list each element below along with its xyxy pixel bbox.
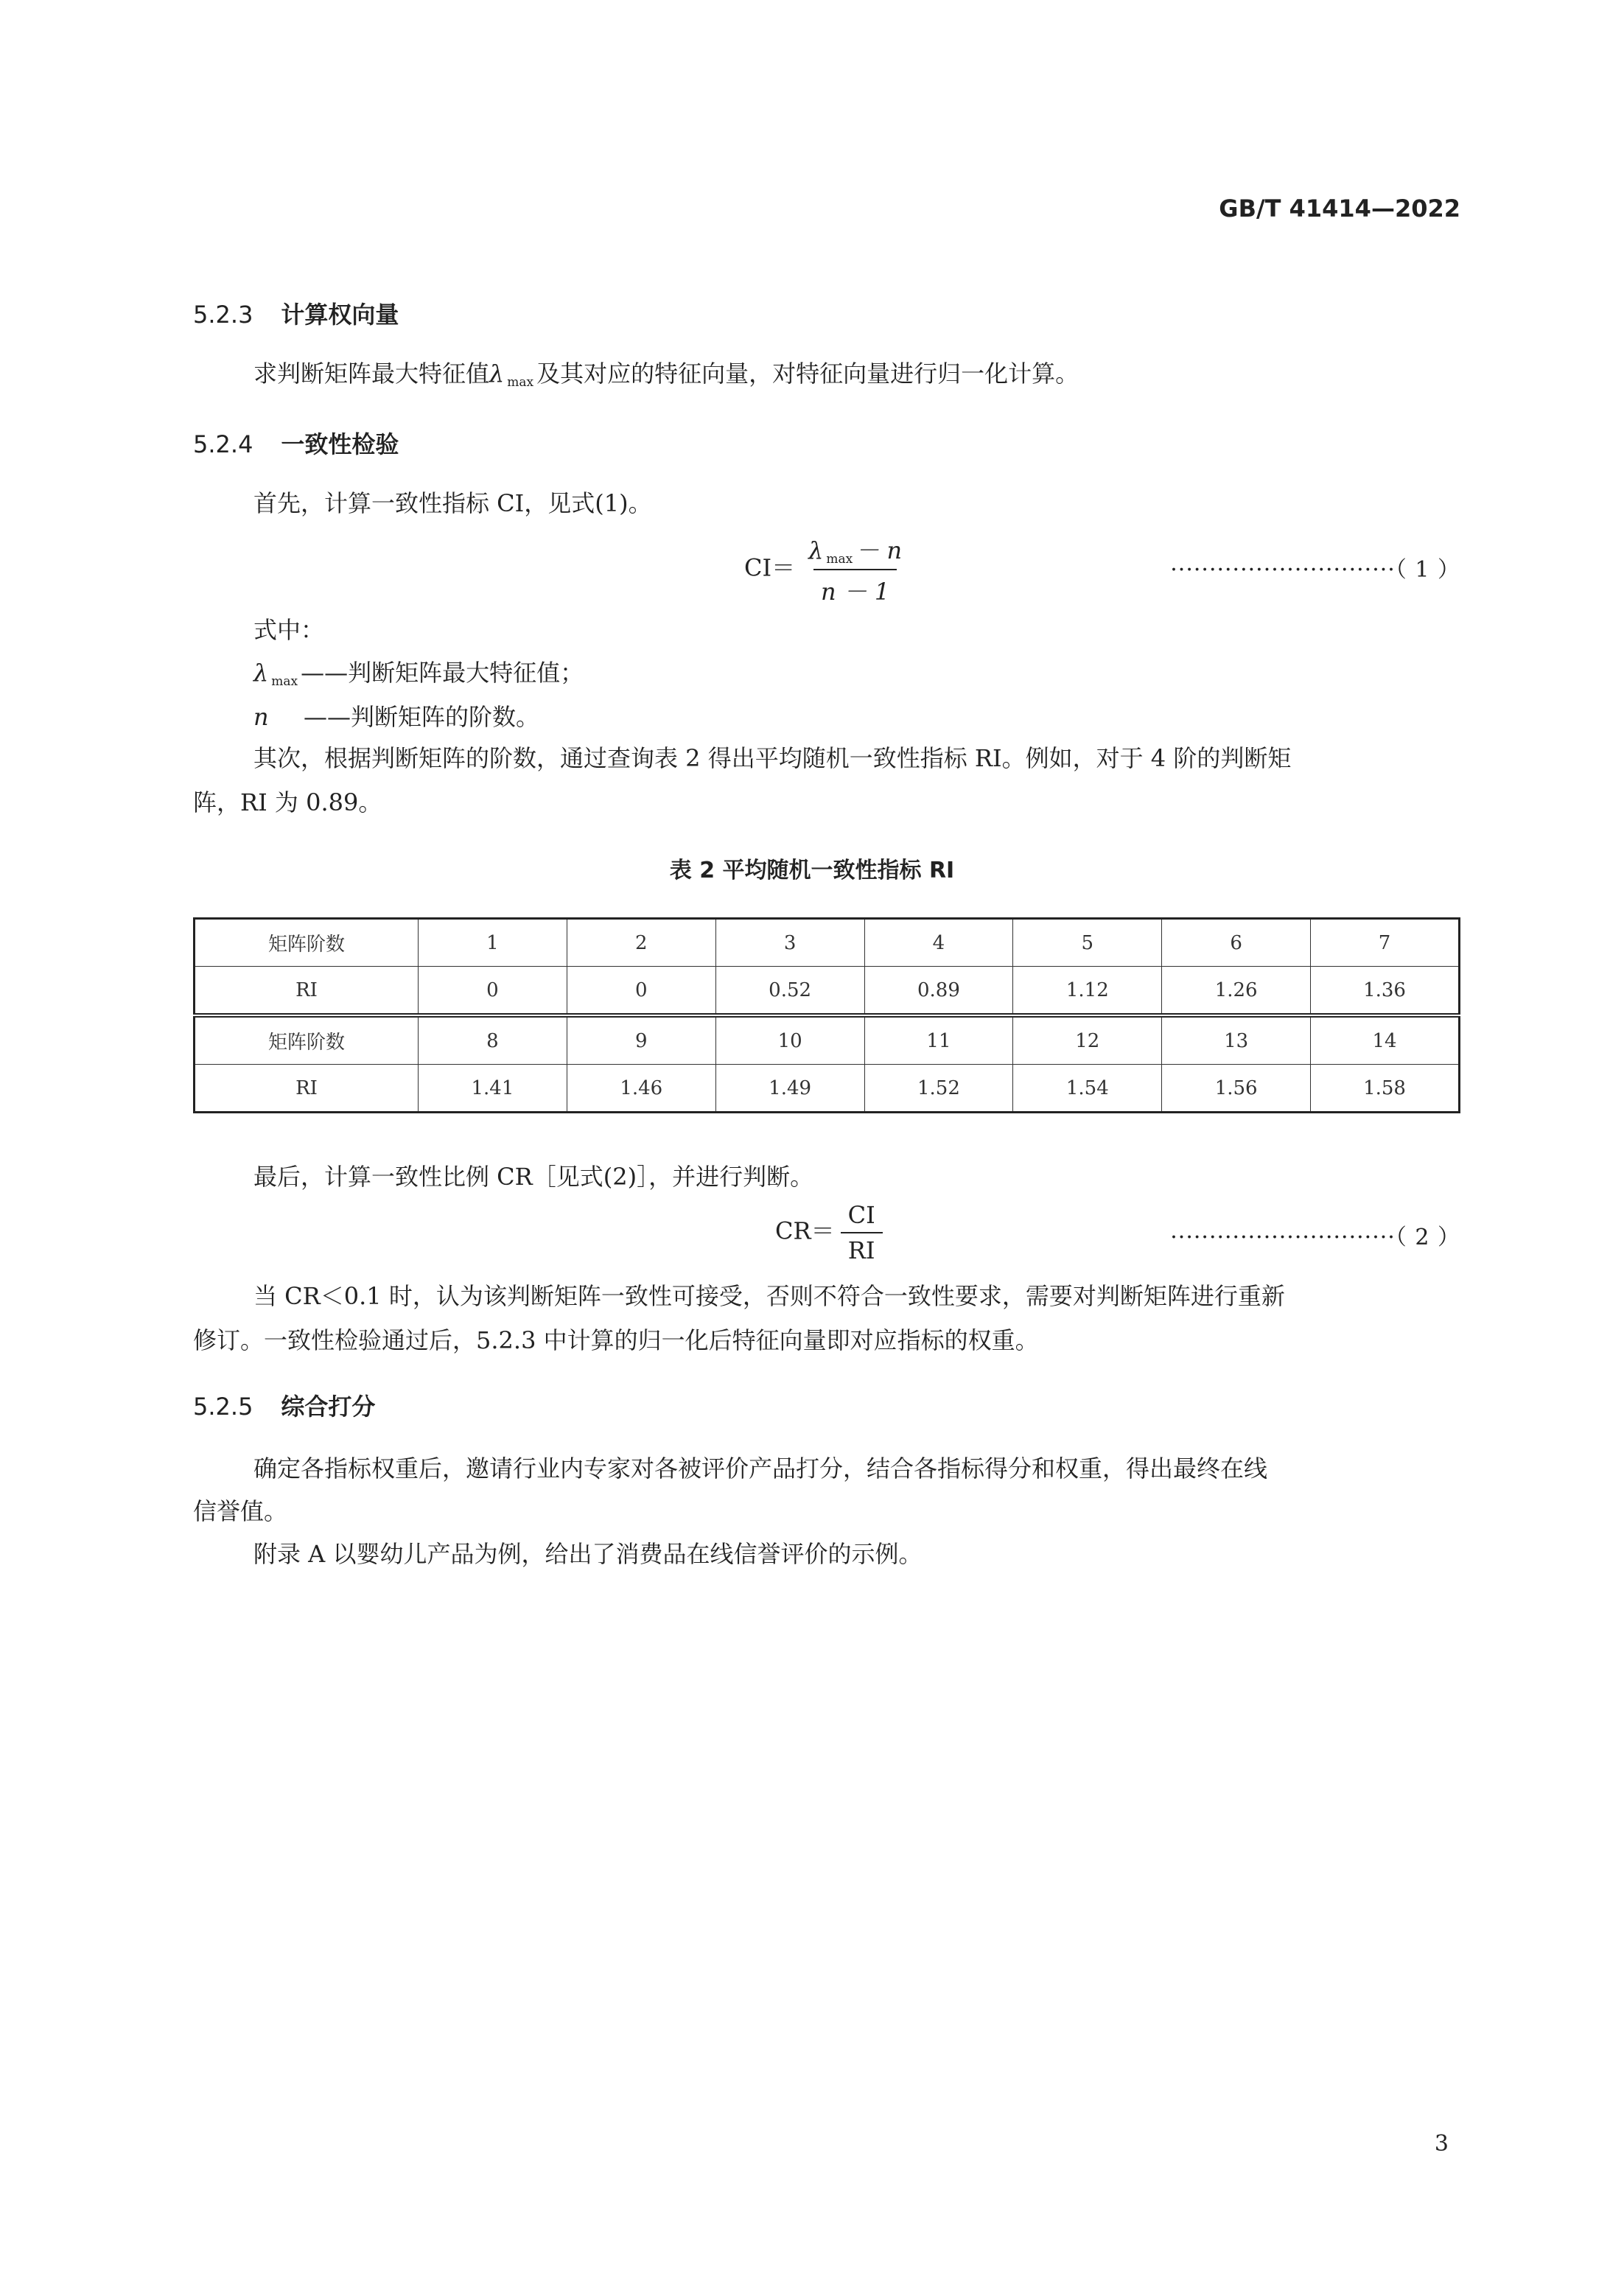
table-row bbox=[195, 967, 1460, 1016]
definition-n bbox=[253, 700, 539, 734]
paragraph-fourth-line2: 修订。一致性检验通过后，5.2.3 中计算的归一化后特征向量即对应指标的权重。 bbox=[193, 1326, 1039, 1354]
eq1-label: （ 1 ） bbox=[1395, 557, 1460, 583]
table-cell: 1.49 bbox=[715, 1065, 864, 1113]
lambda-symbol: λ bbox=[808, 536, 824, 564]
table-cell: 14 bbox=[1311, 1015, 1460, 1065]
table-cell: 0 bbox=[419, 967, 567, 1016]
paragraph-fourth-line1: 当 CR＜0.1 时，认为该判断矩阵一致性可接受，否则不符合一致性要求，需要对判断矩阵进行重新 bbox=[253, 1282, 1285, 1310]
eq2-denominator: RI bbox=[841, 1232, 883, 1264]
eq1-numerator bbox=[801, 532, 909, 569]
paragraph-5-2-3 bbox=[253, 357, 1079, 395]
subscript-max: max bbox=[826, 552, 853, 567]
row-header: RI bbox=[195, 967, 419, 1016]
table-cell: 1.12 bbox=[1013, 967, 1162, 1016]
text-run: 及其对应的特征向量，对特征向量进行归一化计算。 bbox=[536, 360, 1079, 388]
n-symbol: n bbox=[253, 703, 269, 731]
paragraph-third: 最后，计算一致性比例 CR［见式(2)］，并进行判断。 bbox=[253, 1163, 814, 1191]
table-cell: 0 bbox=[567, 967, 715, 1016]
eq1-fraction bbox=[801, 532, 909, 607]
eq1-numerator-tail: － n bbox=[855, 536, 903, 564]
table-cell: 1.41 bbox=[419, 1065, 567, 1113]
section-number: 5.2.5 bbox=[193, 1393, 253, 1421]
definition-lambda bbox=[253, 656, 584, 694]
table-cell: 5 bbox=[1013, 919, 1162, 967]
row-header: 矩阵阶数 bbox=[195, 919, 419, 967]
table-cell: 4 bbox=[864, 919, 1013, 967]
table-row bbox=[195, 919, 1460, 967]
text-run: 求判断矩阵最大特征值 bbox=[253, 360, 490, 388]
eq2-numerator: CI bbox=[847, 1201, 875, 1229]
where-label: 式中： bbox=[253, 616, 325, 644]
table-cell: 12 bbox=[1013, 1015, 1162, 1065]
subscript-max: max bbox=[271, 674, 298, 689]
document-id: GB/T 41414—2022 bbox=[1219, 195, 1460, 223]
definition-text: ——判断矩阵的阶数。 bbox=[304, 703, 540, 731]
section-heading-5-2-3 bbox=[193, 296, 399, 330]
lambda-symbol: λ bbox=[489, 360, 505, 388]
paragraph-first: 首先，计算一致性指标 CI，见式(1)。 bbox=[253, 489, 652, 517]
table-cell: 1.36 bbox=[1311, 967, 1460, 1016]
table-cell: 1.26 bbox=[1162, 967, 1311, 1016]
paragraph-5-2-5-line1: 确定各指标权重后，邀请行业内专家对各被评价产品打分，结合各指标得分和权重，得出最终在线 bbox=[253, 1454, 1268, 1482]
equation-2 bbox=[775, 1201, 883, 1264]
eq1-lhs: CI＝ bbox=[744, 553, 796, 582]
table-cell: 1.52 bbox=[864, 1065, 1013, 1113]
table-cell: 0.89 bbox=[864, 967, 1013, 1016]
section-title: 计算权向量 bbox=[281, 301, 399, 329]
table-cell: 7 bbox=[1311, 919, 1460, 967]
eq2-fraction bbox=[841, 1201, 883, 1264]
table-row bbox=[195, 1015, 1460, 1065]
section-title: 一致性检验 bbox=[281, 430, 399, 458]
paragraph-5-2-5-line2: 信誉值。 bbox=[193, 1497, 288, 1525]
section-heading-5-2-5 bbox=[193, 1388, 375, 1422]
table-cell: 9 bbox=[567, 1015, 715, 1065]
equation-1-number bbox=[1170, 551, 1460, 584]
paragraph-appendix-note: 附录 A 以婴幼儿产品为例，给出了消费品在线信誉评价的示例。 bbox=[253, 1540, 923, 1568]
section-heading-5-2-4 bbox=[193, 426, 399, 460]
definition-text: ——判断矩阵最大特征值； bbox=[301, 659, 584, 687]
table-cell: 3 bbox=[715, 919, 864, 967]
section-title: 综合打分 bbox=[281, 1393, 376, 1421]
table-caption: 表 2 平均随机一致性指标 RI bbox=[669, 858, 955, 883]
table-cell: 1 bbox=[419, 919, 567, 967]
ri-table bbox=[193, 917, 1460, 1113]
equation-2-number bbox=[1170, 1219, 1460, 1251]
lambda-symbol: λ bbox=[253, 659, 269, 687]
table-cell: 1.58 bbox=[1311, 1065, 1460, 1113]
eq1-denominator: n － 1 bbox=[813, 569, 897, 607]
eq2-label: （ 2 ） bbox=[1395, 1225, 1460, 1250]
table-cell: 10 bbox=[715, 1015, 864, 1065]
row-header: 矩阵阶数 bbox=[195, 1015, 419, 1065]
paragraph-second-line2: 阵，RI 为 0.89。 bbox=[193, 788, 382, 816]
eq2-leader-dots: ····························· bbox=[1170, 1225, 1396, 1250]
eq2-lhs: CR＝ bbox=[775, 1216, 835, 1245]
table-cell: 2 bbox=[567, 919, 715, 967]
table-cell: 1.46 bbox=[567, 1065, 715, 1113]
page-number: 3 bbox=[1434, 2131, 1449, 2157]
section-number: 5.2.4 bbox=[193, 430, 253, 458]
equation-1 bbox=[744, 532, 909, 607]
table-cell: 1.56 bbox=[1162, 1065, 1311, 1113]
eq1-leader-dots: ····························· bbox=[1170, 557, 1396, 583]
subscript-max: max bbox=[507, 375, 534, 390]
section-number: 5.2.3 bbox=[193, 301, 253, 329]
table-cell: 8 bbox=[419, 1015, 567, 1065]
table-cell: 6 bbox=[1162, 919, 1311, 967]
row-header: RI bbox=[195, 1065, 419, 1113]
table-row bbox=[195, 1065, 1460, 1113]
table-cell: 0.52 bbox=[715, 967, 864, 1016]
table-cell: 11 bbox=[864, 1015, 1013, 1065]
table-cell: 1.54 bbox=[1013, 1065, 1162, 1113]
paragraph-second-line1: 其次，根据判断矩阵的阶数，通过查询表 2 得出平均随机一致性指标 RI。例如，对于 4 阶的判断矩 bbox=[253, 744, 1292, 772]
table-cell: 13 bbox=[1162, 1015, 1311, 1065]
